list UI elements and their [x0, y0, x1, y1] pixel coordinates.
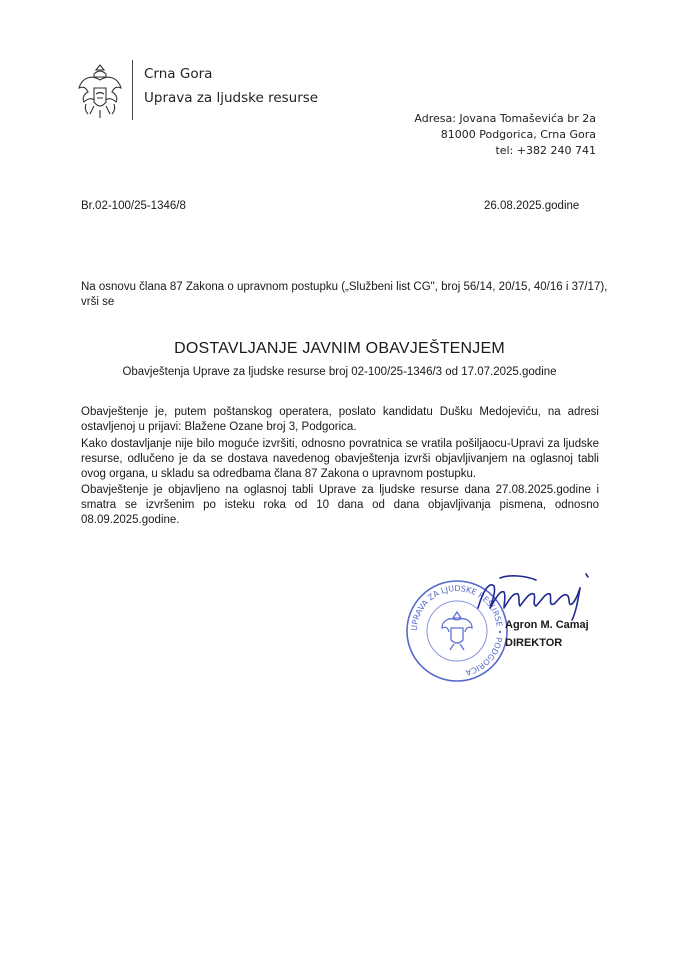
paragraph-publication: Obavještenje je objavljeno na oglasnoj tabli Uprave za ljudske resurse dana 27.08.2025.godine i smatra se izvršenim po isteku roka od 10 dana od dana objavljivanja pismena, odnosno 08.09.2025.godine.: [81, 484, 599, 526]
signer-name: Agron M. Camaj: [505, 619, 589, 631]
seal-text: UPRAVA ZA LJUDSKE RESURSE • PODGORICA: [409, 583, 505, 678]
intro-line-continued: vrši se: [81, 296, 115, 308]
reference-number: Br.02-100/25-1346/8: [81, 200, 186, 212]
document-date: 26.08.2025.godine: [484, 200, 580, 212]
address-line-city: 81000 Podgorica, Crna Gora: [440, 128, 596, 141]
montenegro-coat-of-arms-icon: [76, 64, 124, 124]
institution-name: Uprava za ljudske resurse: [144, 90, 319, 106]
address-line-street: Adresa: Jovana Tomaševića br 2a: [414, 112, 596, 125]
signer-role: DIREKTOR: [505, 637, 563, 649]
header-divider: [132, 60, 133, 120]
intro-line: Na osnovu člana 87 Zakona o upravnom postupku („Službeni list CG", broj 56/14, 20/15, 40/16 i 37/17),: [81, 281, 608, 293]
address-line-phone: tel: +382 240 741: [495, 144, 596, 157]
page-title: DOSTAVLJANJE JAVNIM OBAVJEŠTENJEM: [174, 340, 505, 357]
paragraph-decision: Kako dostavljanje nije bilo moguće izvršiti, odnosno povratnica se vratila pošiljaocu-Upravi za ljudske resurse, odlučeno je da se dostava navedenog obavještenja izvrši objavljivanjem na oglasnoj tabli ovog organa, u skladu sa odredbama člana 87 Zakona o upravnom postupku.: [81, 438, 599, 480]
page-subtitle: Obavještenja Uprave za ljudske resurse broj 02-100/25-1346/3 od 17.07.2025.godine: [122, 366, 557, 378]
paragraph-delivery-attempt: Obavještenje je, putem poštanskog operatera, poslato kandidatu Dušku Medojeviću, na adresi ostavljenoj u prijavi: Blažene Ozane broj 3, Podgorica.: [81, 406, 599, 433]
country-name: Crna Gora: [144, 66, 213, 82]
